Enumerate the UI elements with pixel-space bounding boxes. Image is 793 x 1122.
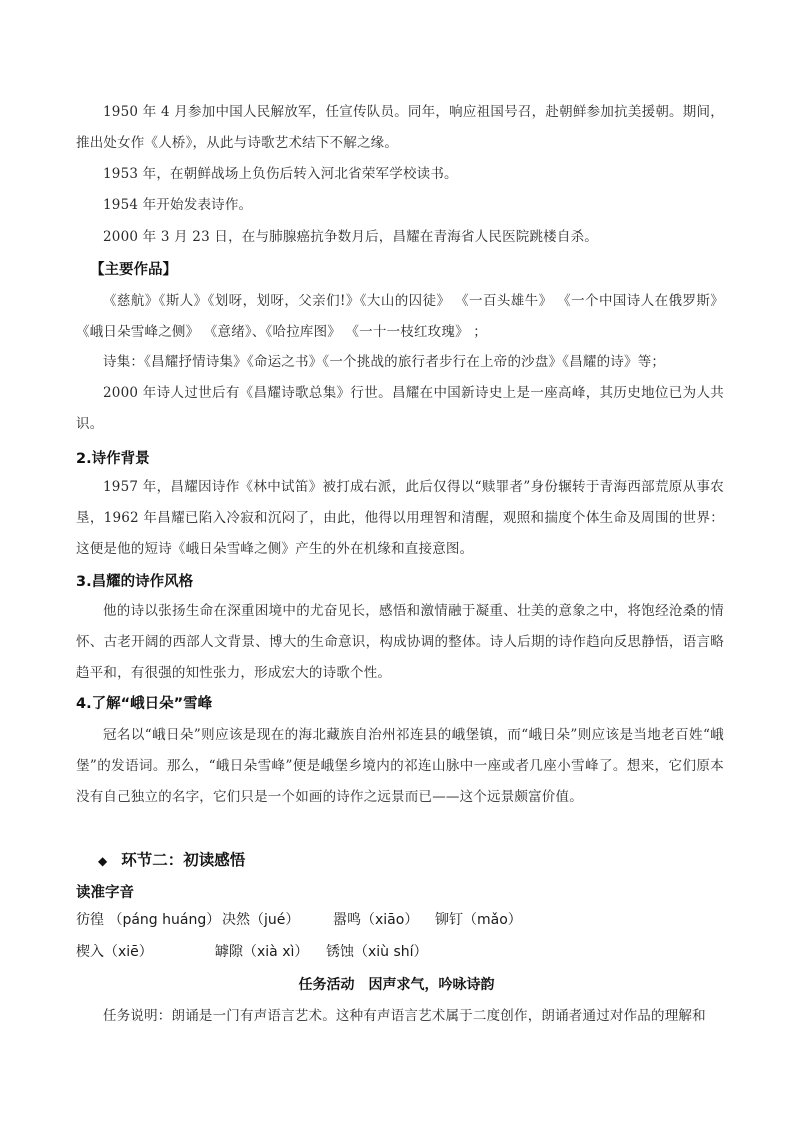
task-theme: 因声求气，吟咏诗韵: [368, 977, 495, 993]
pinyin-xieru: 楔入（xiē）: [76, 944, 153, 960]
pronunciation-row-1: [76, 905, 724, 935]
pinyin-maoding: 铆钉（mǎo）: [435, 912, 522, 928]
bio-paragraph-1954: 1954 年开始发表诗作。: [103, 197, 253, 213]
pronunciation-heading: 读准字音: [76, 885, 134, 901]
works-heading: 【主要作品】: [90, 262, 177, 278]
pinyin-panghuang: 彷徨 （páng huáng）: [76, 912, 221, 928]
pinyin-xiaxi: 罅隙（xià xì）: [215, 944, 309, 960]
collections-paragraph: 诗集：《昌耀抒情诗集》《命运之书》《一个挑战的旅行者步行在上帝的沙盘》《昌耀的诗》等；: [103, 354, 666, 370]
task-title: [0, 973, 793, 997]
section-two-heading: [98, 848, 245, 873]
bio-paragraph-1950: 1950 年 4 月参加中国人民解放军，任宣传队员。同年，响应祖国号召，赴朝鲜参加抗美援朝。期间，推出处女作《人桥》，从此与诗歌艺术结下不解之缘。: [76, 104, 724, 151]
task-label: 任务活动: [298, 977, 355, 993]
works-list-paragraph: 《慈航》《斯人》《划呀，划呀，父亲们!》《大山的囚徒》 《一百头雄牛》 《一个中国诗人在俄罗斯》《峨日朵雪峰之侧》 《意绪》、《哈拉库图》 《一十一枝红玫瑰》 ；: [76, 293, 724, 340]
diamond-bullet-icon: ◆: [98, 854, 108, 868]
task-description: 任务说明：朗诵是一门有声语言艺术。这种有声语言艺术属于二度创作，朗诵者通过对作品的理解和: [103, 1008, 706, 1024]
pinyin-xiaoming: 嚣鸣（xiāo）: [333, 912, 419, 928]
legacy-paragraph: 2000 年诗人过世后有《昌耀诗歌总集》行世。昌耀在中国新诗史上是一座高峰，其历史地位已为人共识。: [76, 385, 724, 432]
pronunciation-row-2: [76, 937, 724, 967]
pinyin-xiushi: 锈蚀（xiù shí）: [326, 944, 428, 960]
bio-paragraph-1953: 1953 年，在朝鲜战场上负伤后转入河北省荣军学校读书。: [103, 166, 458, 182]
style-paragraph: 他的诗以张扬生命在深重困境中的尤奋见长，感悟和激情融于凝重、壮美的意象之中，将饱经沧桑的情怀、古老开阔的西部人文背景、博大的生命意识，构成协调的整体。诗人后期的诗作趋向反思静悟，语言略趋平和，有很强的知性张力，形成宏大的诗歌个性。: [76, 603, 724, 681]
background-heading: 2.诗作背景: [76, 451, 150, 467]
pinyin-jueran: 决然（jué）: [222, 912, 300, 928]
snowpeak-paragraph: 冠名以“峨日朵”则应该是现在的海北藏族自治州祁连县的峨堡镇，而“峨日朵”则应该是当地老百姓“峨堡”的发语词。那么，“峨日朵雪峰”便是峨堡乡境内的祁连山脉中一座或者几座小雪峰了。想来，它们原本没有自己独立的名字，它们只是一个如画的诗作之远景而已——这个远景颇富价值。: [76, 727, 724, 805]
section-two-title: 环节二：初读感悟: [121, 851, 246, 869]
snowpeak-heading: 4.了解“峨日朵”雪峰: [76, 696, 213, 712]
bio-paragraph-2000: 2000 年 3 月 23 日，在与肺腺癌抗争数月后，昌耀在青海省人民医院跳楼自杀。: [103, 229, 598, 245]
background-paragraph: 1957 年，昌耀因诗作《林中试笛》被打成右派，此后仅得以“赎罪者”身份辗转于青海西部荒原从事农垦，1962 年昌耀已陷入冷寂和沉闷了，由此，他得以用理智和清醒，观照和揣度个体生命及周围的世界：这便是他的短诗《峨日朵雪峰之侧》产生的外在机缘和直接意图。: [76, 479, 724, 557]
style-heading: 3.昌耀的诗作风格: [76, 574, 194, 590]
